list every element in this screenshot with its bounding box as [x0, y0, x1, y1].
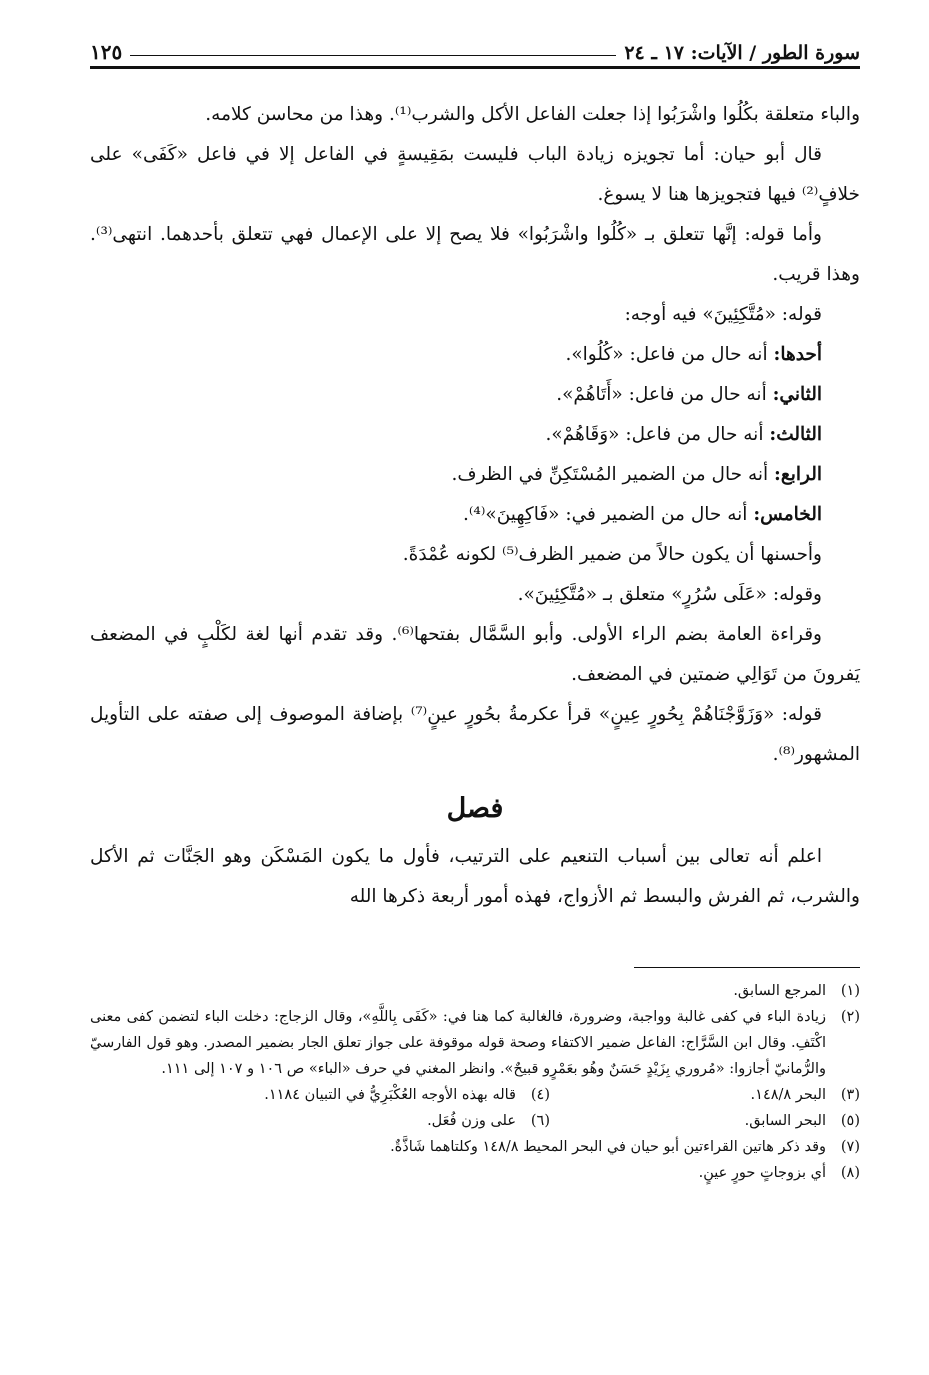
footnote-text: قاله بهذه الأوجه العُكْبَرِيُّ في التبيان ١١٨٤.	[264, 1087, 516, 1103]
paragraph: وأحسنها أن يكون حالاً من ضمير الظرف⁽⁵⁾ لكونه عُمْدَةً.	[402, 544, 822, 565]
aspect-item	[90, 335, 860, 375]
footnote	[90, 1082, 550, 1108]
footnote-number: (٧)	[840, 1139, 860, 1155]
footnote	[90, 1108, 550, 1134]
paragraph: قوله: «مُتَّكِئِينَ» فيه أوجه:	[624, 304, 822, 325]
footnote-separator	[634, 967, 860, 968]
paragraph: والباء متعلقة بكُلُوا واشْرَبُوا إذا جعلت الفاعل الأكل والشرب⁽¹⁾. وهذا من محاسن كلامه.	[205, 104, 860, 125]
aspect-text: أنه حال من الضمير في: «فَاكِهِينَ»⁽⁴⁾.	[462, 504, 754, 525]
aspect-text: أنه حال من فاعل: «كُلُوا».	[565, 344, 774, 365]
footnote-number: (٢)	[840, 1009, 860, 1025]
paragraph: قال أبو حيان: أما تجويزه زيادة الباب فليست بمَقِيسةٍ في الفاعل إلا في فاعل «كَفَى» على خلافٍ⁽²⁾ فيها فتجويزها هنا لا يسوغ.	[90, 144, 860, 205]
aspect-label: أحدها:	[773, 344, 822, 365]
footnote-text: أي بزوجاتٍ حورٍ عينٍ.	[698, 1165, 826, 1181]
footnote-text: البحر السابق.	[744, 1113, 826, 1129]
footnote-number: (١)	[840, 983, 860, 999]
section-paragraph: اعلم أنه تعالى بين أسباب التنعيم على الترتيب، فأول ما يكون المَسْكَن وهو الجَنَّات ثم الأكل والشرب، ثم الفرش والبسط ثم الأزواج، فهذه أمور أربعة ذكرها الله	[90, 846, 860, 907]
footnote	[90, 1160, 860, 1186]
page-number: ١٢٥	[90, 40, 123, 64]
running-header	[90, 24, 860, 69]
footnote	[90, 1134, 860, 1160]
footnote-row	[90, 1108, 860, 1134]
paragraph: وأما قوله: إنَّها تتعلق بـ «كُلُوا واشْرَبُوا» فلا يصح إلا على الإعمال فهي تتعلق بأحدهما. انتهى⁽³⁾. وهذا قريب.	[90, 224, 860, 285]
footnote-number: (٦)	[530, 1113, 550, 1129]
footnote-text: وقد ذكر هاتين القراءتين أبو حيان في البحر المحيط ١٤٨/٨ وكلتاهما شَاذَّةٌ.	[390, 1139, 826, 1155]
footnote-number: (٣)	[840, 1087, 860, 1103]
aspect-text: أنه حال من فاعل: «وَقَاهُمْ».	[545, 424, 770, 445]
aspect-item	[90, 375, 860, 415]
paragraph: وقراءة العامة بضم الراء الأولى. وأبو السَّمَّال بفتحها⁽⁶⁾. وقد تقدم أنها لغة لكَلْبٍ في المضعف يَفرونَ من تَوَالِي ضمتين في المضعف.	[90, 624, 860, 685]
aspect-label: الرابع:	[774, 464, 822, 485]
aspect-label: الخامس:	[753, 504, 822, 525]
footnote-row	[90, 1082, 860, 1108]
footnote-text: زيادة الباء في كفى غالبة وواجبة، وضرورة، فالغالبة كما هنا في: «كَفَى بِاللَّهِ»، وقال الزجاج: دخلت الباء لتضمن كفى معنى اكْتَفِ. وقال ابن السَّرَّاج: الفاعل ضمير الاكتفاء وصحة قوله موقوفة على جواز تعلق الجار بضمير المصدر. وهو قول الفارسيّ والرُّمانيّ أجازوا: «مُروري بِزَيْدٍ حَسَنٌ وهُو بعَمْرٍو قبيحٌ». وانظر المغني في حرف «الباء» ص ١٠٦ و ١٠٧ إلى ١١١.	[90, 1009, 826, 1077]
footnote	[90, 1004, 860, 1082]
aspect-item	[90, 455, 860, 495]
footnote	[90, 978, 860, 1004]
footnote-number: (٤)	[530, 1087, 550, 1103]
header-rule	[130, 55, 616, 56]
main-text	[90, 95, 860, 917]
aspect-text: أنه حال من الضمير المُسْتَكِنِّ في الظرف.	[451, 464, 775, 485]
footnote-number: (٥)	[840, 1113, 860, 1129]
paragraph: قوله: «وَزَوَّجْنَاهُمْ بِحُورٍ عِينٍ» قرأ عكرمةُ بحُورٍ عينٍ⁽⁷⁾ بإضافة الموصوف إلى صفته على التأويل المشهور⁽⁸⁾.	[90, 704, 860, 765]
footnote-text: البحر ١٤٨/٨.	[750, 1087, 826, 1103]
footnote-text: المرجع السابق.	[733, 983, 826, 999]
aspect-text: أنه حال من فاعل: «أَتَاهُمْ».	[556, 384, 773, 405]
aspect-label: الثاني:	[772, 384, 822, 405]
aspect-label: الثالث:	[769, 424, 822, 445]
footnotes	[90, 978, 860, 1186]
footnote-number: (٨)	[840, 1165, 860, 1181]
section-heading: فصل	[446, 793, 504, 824]
paragraph: وقوله: «عَلَى سُرُرٍ» متعلق بـ «مُتَّكِئِينَ».	[517, 584, 822, 605]
footnote	[550, 1082, 860, 1108]
footnote	[550, 1108, 860, 1134]
surah-title: سورة الطور / الآيات: ١٧ ـ ٢٤	[624, 42, 860, 64]
footnote-text: على وزن فُعَل.	[427, 1113, 516, 1129]
aspect-item	[90, 415, 860, 455]
book-page	[90, 24, 860, 1186]
aspect-item	[90, 495, 860, 535]
